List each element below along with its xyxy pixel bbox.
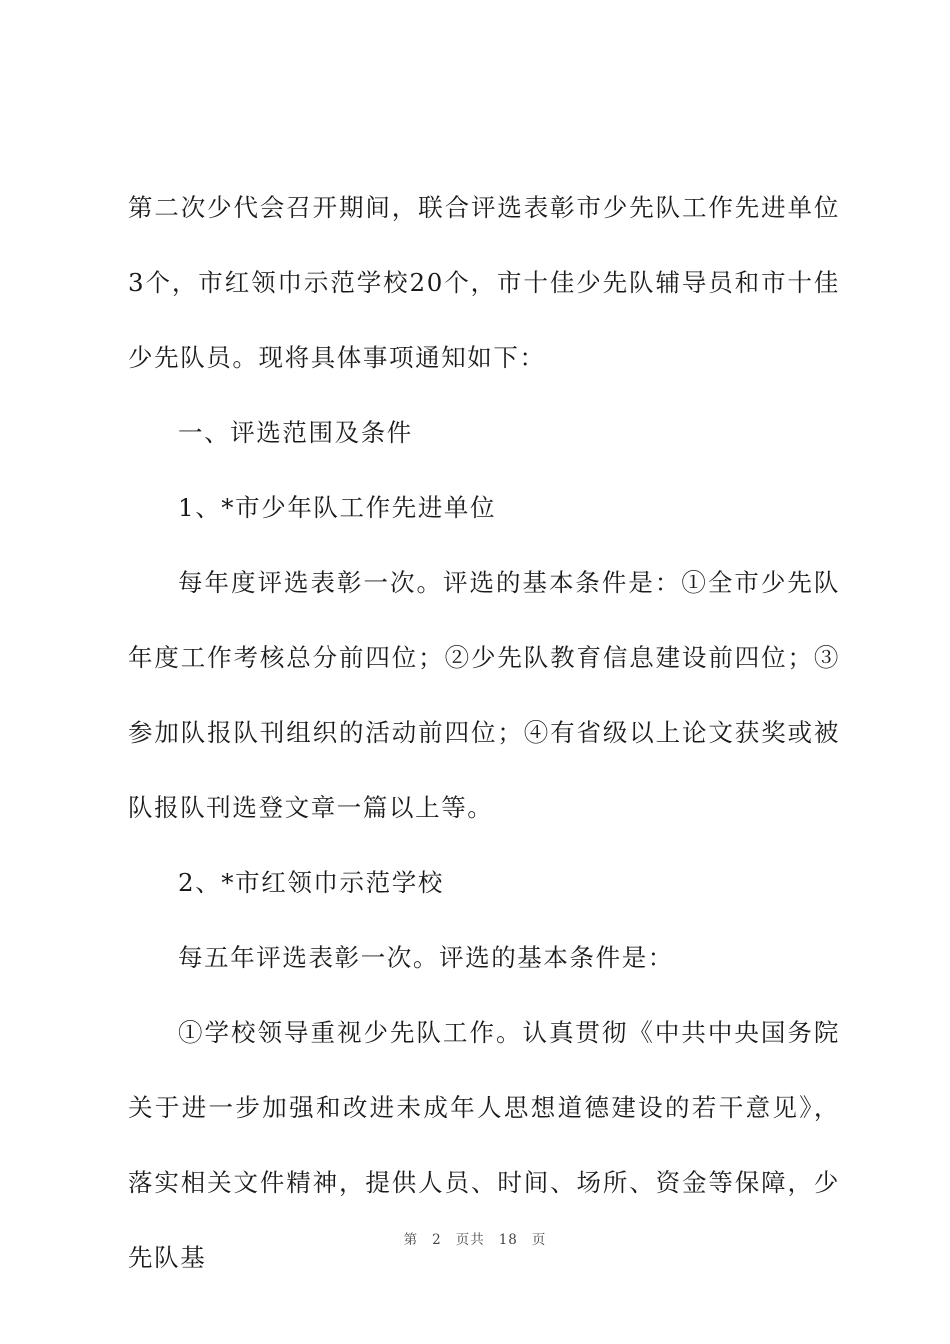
footer-middle: 页共 [455,1232,485,1248]
footer-prefix: 第 [403,1232,419,1248]
section-heading-scope: 一、评选范围及条件 [178,418,413,447]
footer-suffix: 页 [531,1232,547,1248]
page-footer [0,1228,950,1248]
paragraph-advanced-unit-criteria: 每年度评选表彰一次。评选的基本条件是：①全市少先队年度工作考核总分前四位；②少先队教育信息建设前四位；③参加队报队刊组织的活动前四位；④有省级以上论文获奖或被队报队刊选登文章一篇以上等。 [128,568,840,822]
footer-total-pages: 18 [498,1232,518,1248]
subheading-advanced-unit: 1、*市少年队工作先进单位 [178,493,497,522]
document-body [128,170,840,1295]
paragraph-model-school-intro: 每五年评选表彰一次。评选的基本条件是： [178,943,674,972]
subheading-model-school: 2、*市红领巾示范学校 [178,868,444,897]
footer-current-page: 2 [432,1232,442,1248]
paragraph-intro: 第二次少代会召开期间，联合评选表彰市少先队工作先进单位3个，市红领巾示范学校20个，市十佳少先队辅导员和市十佳少先队员。现将具体事项通知如下： [128,193,840,372]
paragraph-model-school-criteria-1: ①学校领导重视少先队工作。认真贯彻《中共中央国务院关于进一步加强和改进未成年人思想道德建设的若干意见》，落实相关文件精神，提供人员、时间、场所、资金等保障，少先队基 [128,1018,840,1272]
